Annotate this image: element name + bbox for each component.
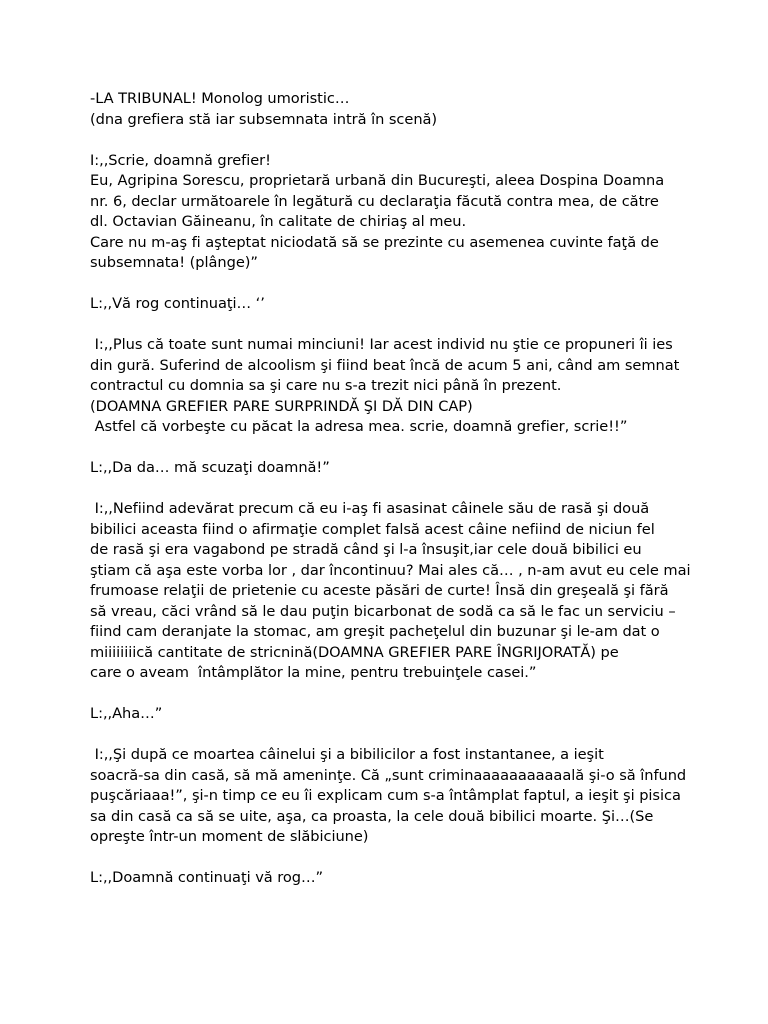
paragraph-spacer <box>90 130 710 151</box>
text-line: subsemnata! (plânge)” <box>90 254 258 271</box>
text-line: Astfel că vorbeşte cu păcat la adresa mea. scrie, doamnă grefier, scrie!!” <box>90 418 628 435</box>
paragraph-spacer <box>90 274 710 295</box>
text-line: L:,,Aha…” <box>90 705 163 722</box>
text-line: ştiam că aşa este vorba lor , dar încontinuu? Mai ales că… , n-am avut eu cele mai <box>90 561 691 579</box>
text-line: Eu, Agripina Sorescu, proprietară urbană din Bucureşti, aleea Dospina Doamna <box>90 172 665 189</box>
paragraph <box>90 294 710 315</box>
text-line: -LA TRIBUNAL! Monolog umoristic… <box>90 90 350 107</box>
text-line: care o aveam întâmplător la mine, pentru trebuinţele casei.” <box>90 664 537 681</box>
text-line: L:,,Doamnă continuaţi vă rog…” <box>90 869 324 886</box>
text-line: I:,,Nefiind adevărat precum că eu i-aş fi asasinat câinele său de rasă şi două <box>90 500 650 517</box>
text-line: L:,,Vă rog continuaţi… ‘’ <box>90 295 265 312</box>
paragraph-spacer <box>90 479 710 500</box>
text-line: soacră-sa din casă, să mă ameninţe. Că „sunt criminaaaaaaaaaaală şi-o să înfund <box>90 766 687 784</box>
paragraph-spacer <box>90 725 710 746</box>
paragraph <box>90 335 710 438</box>
paragraph-spacer <box>90 438 710 459</box>
paragraph-spacer <box>90 848 710 869</box>
paragraph <box>90 499 710 684</box>
text-line: sa din casă ca să se uite, aşa, ca proasta, la cele două bibilici moarte. Şi…(Se <box>90 807 654 825</box>
text-line: I:,,Plus că toate sunt numai minciuni! Iar acest individ nu ştie ce propuneri îi ies <box>90 336 673 353</box>
paragraph <box>90 868 710 889</box>
text-line: miiiiiiiică cantitate de stricnină(DOAMNA GREFIER PARE ÎNGRIJORATĂ) pe <box>90 643 619 661</box>
text-line: nr. 6, declar următoarele în legătură cu declaraţia făcută contra mea, de către <box>90 192 659 210</box>
text-line: fiind cam deranjate la stomac, am greşit pacheţelul din buzunar şi le-am dat o <box>90 623 660 640</box>
paragraph <box>90 745 710 848</box>
text-line: să vreau, căci vrând să le dau puţin bicarbonat de sodă ca să le fac un serviciu – <box>90 602 676 620</box>
text-line: (DOAMNA GREFIER PARE SURPRINDĂ ŞI DĂ DIN CAP) <box>90 397 473 415</box>
paragraph-spacer <box>90 684 710 705</box>
text-line: Care nu m-aş fi aşteptat niciodată să se prezinte cu asemenea cuvinte faţă de <box>90 233 659 251</box>
text-line: puşcăriaaa!”, şi-n timp ce eu îi explicam cum s-a întâmplat faptul, a ieşit şi pisica <box>90 787 681 804</box>
text-line: bibilici aceasta fiind o afirmaţie complet falsă acest câine nefiind de niciun fel <box>90 520 655 538</box>
text-line: din gură. Suferind de alcoolism şi fiind beat încă de acum 5 ani, când am semnat <box>90 356 680 374</box>
paragraph <box>90 151 710 274</box>
text-line: I:,,Scrie, doamnă grefier! <box>90 151 271 169</box>
text-line: L:,,Da da… mă scuzaţi doamnă!” <box>90 459 330 476</box>
text-line: frumoase relaţii de prietenie cu aceste păsări de curte! Însă din greşeală şi fără <box>90 582 669 599</box>
text-line: (dna grefiera stă iar subsemnata intră în scenă) <box>90 110 438 128</box>
text-line: opreşte într-un moment de slăbiciune) <box>90 828 369 845</box>
text-line: dl. Octavian Găineanu, în calitate de chiriaş al meu. <box>90 213 467 230</box>
paragraph <box>90 89 710 130</box>
paragraph-spacer <box>90 315 710 336</box>
paragraph <box>90 458 710 479</box>
text-line: I:,,Şi după ce moartea câinelui şi a bibilicilor a fost instantanee, a ieşit <box>90 746 604 763</box>
text-line: de rasă şi era vagabond pe stradă când şi l-a însuşit,iar cele două bibilici eu <box>90 541 642 558</box>
document-body <box>90 89 710 889</box>
text-line: contractul cu domnia sa şi care nu s-a trezit nici până în prezent. <box>90 377 562 394</box>
paragraph <box>90 704 710 725</box>
